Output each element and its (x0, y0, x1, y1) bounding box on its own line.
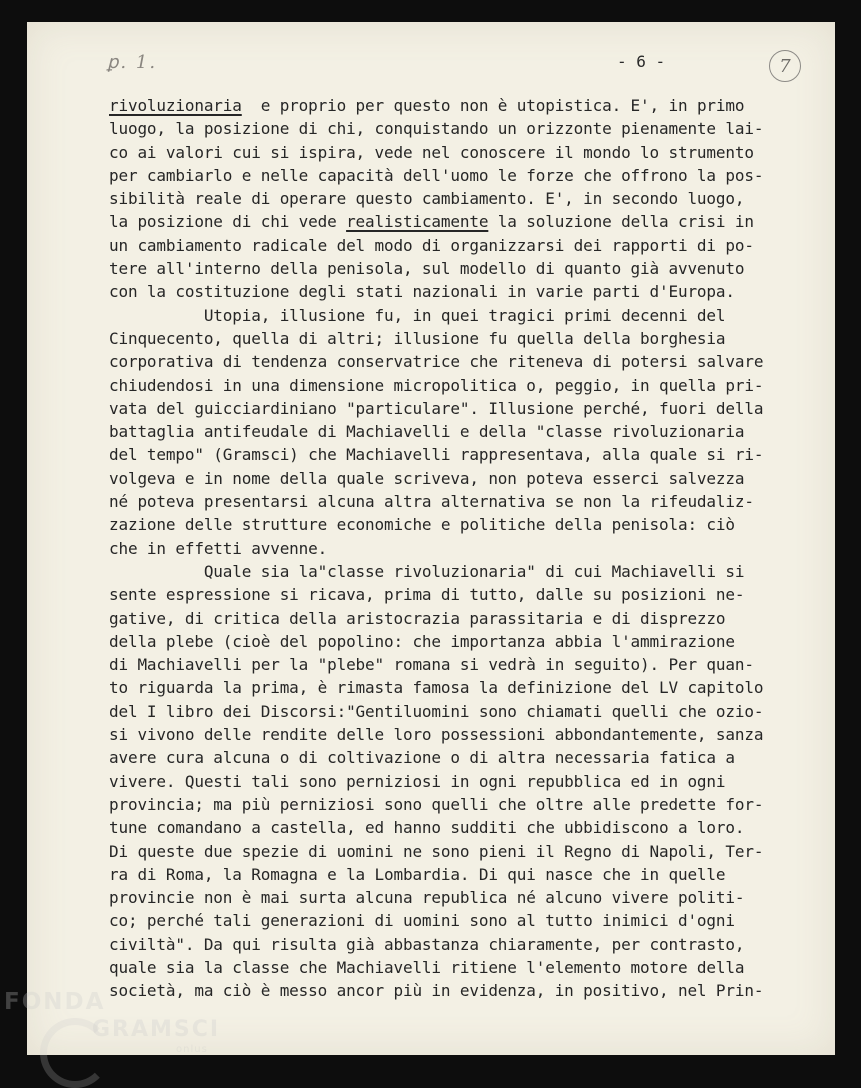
text-line (109, 933, 809, 956)
watermark-line-2: GRAMSCI (92, 1017, 221, 1042)
text-segment: battaglia antifeudale di Machiavelli e della "classe rivoluzionaria (109, 422, 745, 442)
text-segment: volgeva e in nome della quale scriveva, non poteva esserci salvezza (109, 468, 745, 488)
text-segment: di Machiavelli per la "plebe" romana si vedrà in seguito). Per quan- (109, 655, 754, 675)
text-segment: provincia; ma più perniziosi sono quelli che oltre alle predette for- (109, 794, 764, 814)
text-segment: to riguarda la prima, è rimasta famosa la definizione del LV capitolo (109, 678, 764, 698)
text-segment: Utopia, illusione fu, in quei tragici primi decenni del (109, 305, 726, 325)
text-segment: né poteva presentarsi alcuna altra alternativa se non la rifeudaliz- (109, 492, 754, 512)
text-line (109, 513, 809, 536)
page-number: - 6 - (617, 52, 666, 71)
text-segment: provincie non è mai surta alcuna republica né alcuno vivere politi- (109, 888, 745, 908)
text-segment: Di queste due spezie di uomini ne sono pieni il Regno di Napoli, Ter- (109, 841, 764, 861)
text-line (109, 327, 809, 350)
text-line (109, 234, 809, 257)
text-line (109, 840, 809, 863)
text-segment: sente espressione si ricava, prima di tutto, dalle su posizioni ne- (109, 585, 745, 605)
body-text (109, 94, 809, 1003)
text-line (109, 746, 809, 769)
text-segment: per cambiarlo e nelle capacità dell'uomo le forze che offrono la pos- (109, 165, 764, 185)
text-segment: del I libro dei Discorsi:"Gentiluomini sono chiamati quelli che ozio- (109, 701, 764, 721)
text-line (109, 630, 809, 653)
text-line (109, 956, 809, 979)
text-line (109, 653, 809, 676)
text-line (109, 420, 809, 443)
text-line (109, 560, 809, 583)
text-segment: la posizione di chi vede (109, 212, 347, 232)
pencil-annotation: ꝑ. 1. (107, 52, 158, 73)
text-line (109, 467, 809, 490)
text-line (109, 490, 809, 513)
text-line (109, 397, 809, 420)
text-line (109, 187, 809, 210)
text-line (109, 886, 809, 909)
text-line (109, 583, 809, 606)
text-segment: chiudendosi in una dimensione micropolitica o, peggio, in quella pri- (109, 375, 764, 395)
text-segment: della plebe (cioè del popolino: che importanza abbia l'ammirazione (109, 631, 735, 651)
text-segment: del tempo" (Gramsci) che Machiavelli rappresentava, alla quale si ri- (109, 445, 764, 465)
archive-number: 7 (779, 55, 791, 77)
text-segment: co ai valori cui si ispira, vede nel conoscere il mondo lo strumento (109, 142, 754, 162)
archive-number-circle (769, 50, 801, 82)
text-line (109, 793, 809, 816)
text-segment: tere all'interno della penisola, sul modello di quanto già avvenuto (109, 259, 745, 279)
text-segment: quale sia la classe che Machiavelli ritiene l'elemento motore della (109, 957, 745, 977)
text-line (109, 374, 809, 397)
text-segment: si vivono delle rendite delle loro possessioni abbondantemente, sanza (109, 725, 764, 745)
text-segment: civiltà". Da qui risulta già abbastanza chiaramente, per contrasto, (109, 934, 745, 954)
text-segment: corporativa di tendenza conservatrice che riteneva di potersi salvare (109, 352, 764, 372)
text-line (109, 94, 809, 117)
text-line (109, 909, 809, 932)
watermark (4, 988, 220, 1056)
text-segment: la soluzione della crisi in (488, 212, 754, 232)
text-line (109, 723, 809, 746)
text-line (109, 210, 809, 233)
text-segment: zazione delle strutture economiche e politiche della penisola: ciò (109, 515, 735, 535)
text-line (109, 117, 809, 140)
text-line (109, 164, 809, 187)
text-segment: avere cura alcuna o di coltivazione o di altra necessaria fatica a (109, 748, 735, 768)
watermark-line-1: FONDA (4, 989, 106, 1015)
text-line (109, 141, 809, 164)
text-segment: luogo, la posizione di chi, conquistando un orizzonte pienamente lai- (109, 119, 764, 139)
text-line (109, 770, 809, 793)
text-line (109, 257, 809, 280)
text-segment: Cinquecento, quella di altri; illusione fu quella della borghesia (109, 328, 726, 348)
text-line (109, 350, 809, 373)
watermark-line-3: onlus (176, 1044, 208, 1055)
text-line (109, 816, 809, 839)
text-line (109, 676, 809, 699)
document-page (27, 22, 835, 1055)
text-line (109, 304, 809, 327)
text-line (109, 863, 809, 886)
text-segment: Quale sia la"classe rivoluzionaria" di cui Machiavelli si (109, 561, 745, 581)
text-segment: e proprio per questo non è utopistica. E', in primo (241, 96, 745, 115)
text-line (109, 280, 809, 303)
text-segment: tune comandano a castella, ed hanno sudditi che ubbidiscono a loro. (109, 818, 745, 838)
text-segment: che in effetti avvenne. (109, 538, 328, 558)
text-segment: vivere. Questi tali sono perniziosi in ogni repubblica ed in ogni (109, 771, 726, 791)
underlined-word: realisticamente (346, 212, 489, 232)
text-segment: un cambiamento radicale del modo di organizzarsi dei rapporti di po- (109, 235, 754, 255)
text-segment: gative, di critica della aristocrazia parassitaria e di disprezzo (109, 608, 726, 628)
text-segment: vata del guicciardiniano "particulare". Illusione perché, fuori della (109, 398, 764, 418)
text-segment: società, ma ciò è messo ancor più in evidenza, in positivo, nel Prin- (109, 981, 764, 1001)
text-line (109, 700, 809, 723)
underlined-word: rivoluzionaria (109, 96, 242, 115)
text-segment: ra di Roma, la Romagna e la Lombardia. Di qui nasce che in quelle (109, 864, 726, 884)
text-line (109, 607, 809, 630)
text-line (109, 443, 809, 466)
text-line (109, 537, 809, 560)
text-segment: co; perché tali generazioni di uomini sono al tutto inimici d'ogni (109, 911, 735, 931)
text-segment: con la costituzione degli stati nazionali in varie parti d'Europa. (109, 282, 735, 302)
text-segment: sibilità reale di operare questo cambiamento. E', in secondo luogo, (109, 189, 745, 209)
